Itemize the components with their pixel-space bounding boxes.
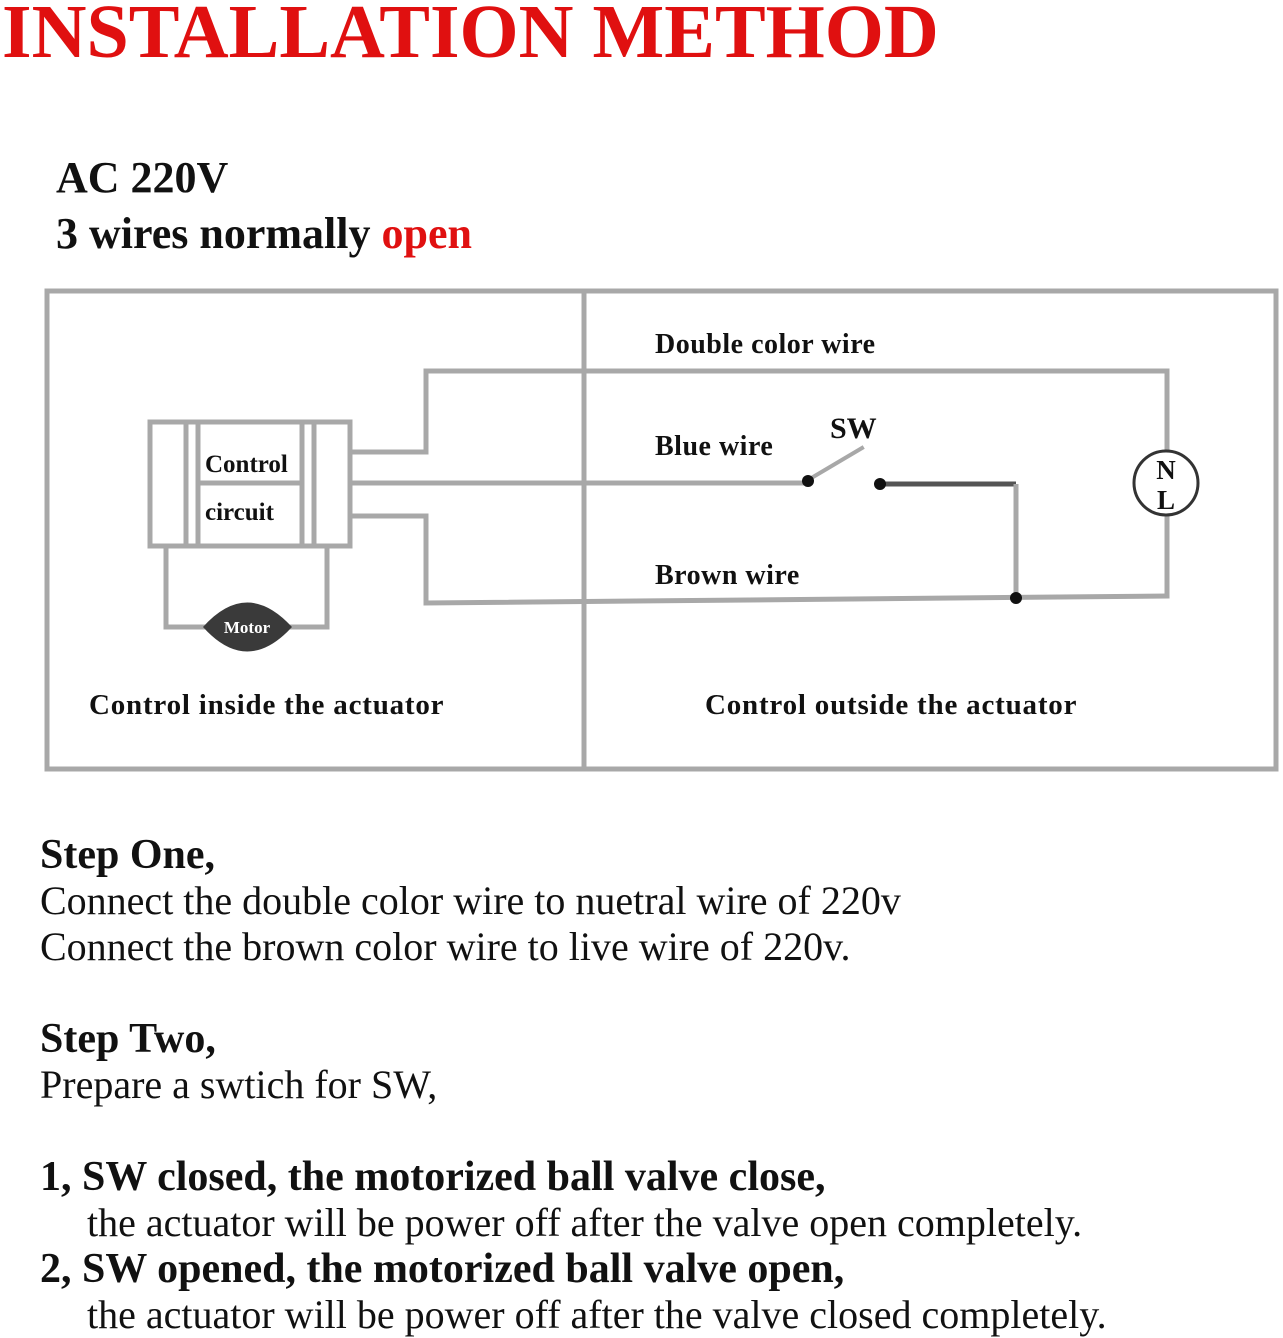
item-2-heading: 2, SW opened, the motorized ball valve open, [40, 1246, 845, 1292]
blue-wire-label: Blue wire [655, 431, 774, 462]
inside-caption: Control inside the actuator [89, 689, 445, 721]
terminal-l-label: L [1156, 485, 1176, 515]
control-label-2: circuit [205, 499, 274, 526]
switch-contact-left [802, 475, 814, 487]
step-two-heading: Step Two, [40, 1016, 216, 1062]
instructions [40, 832, 1280, 1338]
switch-blade [808, 448, 862, 480]
wiring-mode-highlight: open [381, 209, 472, 258]
brown-wire-label: Brown wire [655, 560, 800, 591]
switch-contact-right [874, 478, 886, 490]
outside-caption: Control outside the actuator [705, 689, 1078, 721]
switch-label: SW [830, 412, 877, 445]
wiring-mode-prefix: 3 wires normally [56, 209, 371, 258]
item-2-detail: the actuator will be power off after the valve closed completely. [87, 1292, 1107, 1337]
step-two-line-1: Prepare a swtich for SW, [40, 1062, 438, 1107]
brown-junction-dot [1010, 592, 1022, 604]
item-1-heading: 1, SW closed, the motorized ball valve close, [40, 1154, 826, 1200]
motor-label: Motor [223, 618, 271, 637]
wiring-diagram [0, 280, 1283, 780]
wiring-mode-heading [56, 209, 472, 258]
terminal-n-label: N [1156, 455, 1176, 485]
voltage-heading: AC 220V [56, 153, 229, 202]
step-one-heading: Step One, [40, 832, 216, 878]
control-label-1: Control [205, 451, 288, 478]
double-color-wire-label: Double color wire [655, 329, 876, 360]
item-1-detail: the actuator will be power off after the valve open completely. [87, 1200, 1083, 1245]
step-one-line-1: Connect the double color wire to nuetral wire of 220v [40, 878, 901, 923]
page-title: INSTALLATION METHOD [2, 0, 939, 74]
step-one-line-2: Connect the brown color wire to live wire of 220v. [40, 924, 851, 969]
